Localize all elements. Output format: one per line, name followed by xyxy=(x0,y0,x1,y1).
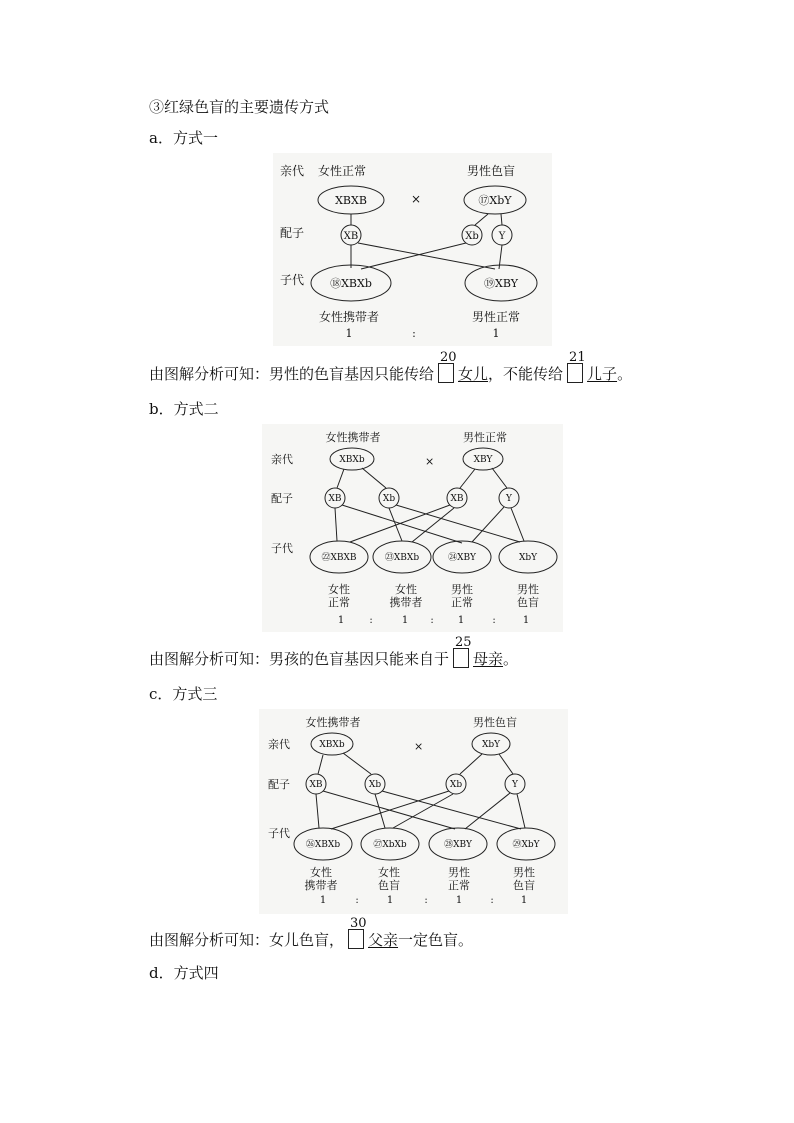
answer-20-text: 女儿 xyxy=(458,365,489,383)
parent-female-label: 女性携带者 xyxy=(305,716,361,729)
gamete-4-label: Y xyxy=(506,494,512,504)
answer-box-20 xyxy=(438,350,457,383)
row-label-parent: 亲代 xyxy=(280,164,305,178)
ratio-c-sep3: : xyxy=(490,895,494,906)
offspring-3-phenotype-l1: 男性 xyxy=(451,583,473,596)
offspring-4-genotype: XbY xyxy=(518,553,538,563)
gamete-1-label: XB xyxy=(328,494,342,504)
row-label-offspring: 子代 xyxy=(280,273,305,287)
method-c-label: c．方式三 xyxy=(149,685,218,703)
ratio-b-4: 1 xyxy=(522,615,530,626)
offspring-3-phenotype-l1: 男性 xyxy=(448,866,470,879)
answer-number-25: 25 xyxy=(455,635,472,650)
offspring-4-phenotype-l1: 男性 xyxy=(517,583,539,596)
diagram-c-svg xyxy=(259,709,568,914)
gamete-2-label: Xb xyxy=(382,494,396,504)
parent-male-genotype: ⑰XbY xyxy=(478,194,512,207)
answer-25-text: 母亲 xyxy=(473,650,504,668)
gamete-3-label: Xb xyxy=(449,780,463,790)
ratio-b-sep1: : xyxy=(369,615,373,626)
ratio-c-4: 1 xyxy=(520,895,528,906)
offspring-2-phenotype-l1: 女性 xyxy=(378,866,400,879)
ratio-c-1: 1 xyxy=(319,895,327,906)
cross-symbol: × xyxy=(411,192,422,206)
parent-female-label: 女性正常 xyxy=(318,164,367,178)
offspring-1-phenotype: 女性携带者 xyxy=(318,310,380,324)
row-label-parent: 亲代 xyxy=(271,453,293,466)
parent-male-genotype: XBY xyxy=(473,455,493,465)
offspring-3-phenotype-l2: 正常 xyxy=(448,879,470,892)
answer-30-text: 父亲 xyxy=(368,931,399,949)
parent-male-label: 男性色盲 xyxy=(473,716,517,729)
offspring-2-phenotype-l2: 携带者 xyxy=(389,596,423,609)
offspring-1-phenotype-l1: 女性 xyxy=(310,866,332,879)
offspring-1-genotype: ㉒XBXB xyxy=(321,553,357,563)
offspring-3-phenotype-l2: 正常 xyxy=(451,596,473,609)
parent-female-label: 女性携带者 xyxy=(325,431,381,444)
conclusion-b xyxy=(149,635,519,669)
ratio-c-2: 1 xyxy=(386,895,394,906)
gamete-2-label: Xb xyxy=(465,231,479,242)
ratio-a-sep: : xyxy=(412,327,416,340)
ratio-c-sep2: : xyxy=(424,895,428,906)
offspring-1-phenotype-l2: 携带者 xyxy=(304,879,338,892)
pedigree-diagram-b xyxy=(262,424,563,632)
method-a-label: a．方式一 xyxy=(149,129,218,147)
row-label-gamete: 配子 xyxy=(268,778,290,791)
ratio-c-sep1: : xyxy=(355,895,359,906)
conclusion-a-pre: 由图解分析可知：男性的色盲基因只能传给 xyxy=(149,365,435,383)
method-d-label: d．方式四 xyxy=(149,964,219,982)
offspring-1-genotype: ㉖XBXb xyxy=(305,840,341,850)
conclusion-b-pre: 由图解分析可知：男孩的色盲基因只能来自于 xyxy=(149,650,450,668)
ratio-c-3: 1 xyxy=(455,895,463,906)
answer-box-30 xyxy=(348,916,367,949)
parent-male-genotype: XbY xyxy=(481,740,501,750)
conclusion-c-post: 一定色盲。 xyxy=(398,931,474,949)
parent-male-label: 男性正常 xyxy=(463,431,507,444)
ratio-b-sep2: : xyxy=(430,615,434,626)
offspring-1-genotype: ⑱XBXb xyxy=(330,277,372,290)
pedigree-diagram-c xyxy=(259,709,568,914)
ratio-a-1: 1 xyxy=(345,327,353,340)
offspring-3-genotype: ㉘XBY xyxy=(444,840,472,850)
offspring-2-phenotype-l1: 女性 xyxy=(395,583,417,596)
offspring-4-phenotype-l2: 色盲 xyxy=(513,879,535,892)
gamete-4-label: Y xyxy=(512,780,518,790)
offspring-4-genotype: ㉙XbY xyxy=(512,840,540,850)
answer-box-21 xyxy=(567,350,586,383)
diagram-b-svg xyxy=(262,424,563,632)
answer-21-text: 儿子 xyxy=(587,365,618,383)
offspring-2-genotype: ㉓XBXb xyxy=(384,553,420,563)
answer-number-20: 20 xyxy=(440,350,457,365)
ratio-b-2: 1 xyxy=(401,615,409,626)
gamete-3-label: XB xyxy=(450,494,464,504)
offspring-3-genotype: ㉔XBY xyxy=(448,553,476,563)
row-label-gamete: 配子 xyxy=(271,492,293,505)
conclusion-a xyxy=(149,350,633,384)
conclusion-a-mid: ，不能传给 xyxy=(488,365,564,383)
gamete-1-label: XB xyxy=(343,231,359,242)
ratio-b-1: 1 xyxy=(337,615,345,626)
method-b-label: b．方式二 xyxy=(149,400,219,418)
pedigree-diagram-a xyxy=(273,153,552,346)
parent-male-label: 男性色盲 xyxy=(467,164,516,178)
offspring-1-phenotype-l1: 女性 xyxy=(328,583,350,596)
conclusion-c xyxy=(149,916,474,950)
parent-female-genotype: XBXb xyxy=(319,740,345,750)
offspring-2-phenotype: 男性正常 xyxy=(471,310,521,324)
offspring-2-genotype: ⑲XBY xyxy=(484,277,518,290)
gamete-3-label: Y xyxy=(498,231,506,242)
section-heading: ③红绿色盲的主要遗传方式 xyxy=(149,98,330,116)
row-label-offspring: 子代 xyxy=(268,827,290,840)
cross-symbol: × xyxy=(425,455,435,468)
row-label-parent: 亲代 xyxy=(268,738,290,751)
offspring-4-phenotype-l1: 男性 xyxy=(513,866,535,879)
offspring-4-phenotype-l2: 色盲 xyxy=(517,596,539,609)
cross-symbol: × xyxy=(414,740,424,753)
row-label-gamete: 配子 xyxy=(280,226,305,240)
gamete-2-label: Xb xyxy=(368,780,382,790)
parent-female-genotype: XBXB xyxy=(335,194,367,207)
ratio-b-3: 1 xyxy=(457,615,465,626)
ratio-a-2: 1 xyxy=(492,327,500,340)
conclusion-c-pre: 由图解分析可知：女儿色盲， xyxy=(149,931,345,949)
offspring-2-phenotype-l2: 色盲 xyxy=(378,879,400,892)
gamete-1-label: XB xyxy=(309,780,323,790)
row-label-offspring: 子代 xyxy=(271,542,293,555)
answer-number-30: 30 xyxy=(350,916,367,931)
offspring-2-genotype: ㉗XbXb xyxy=(373,840,407,850)
diagram-a-svg xyxy=(273,153,552,346)
conclusion-b-post: 。 xyxy=(503,650,519,668)
answer-box-25 xyxy=(453,635,472,668)
conclusion-a-post: 。 xyxy=(617,365,633,383)
ratio-b-sep3: : xyxy=(492,615,496,626)
answer-number-21: 21 xyxy=(569,350,586,365)
offspring-1-phenotype-l2: 正常 xyxy=(328,596,350,609)
parent-female-genotype: XBXb xyxy=(339,455,365,465)
